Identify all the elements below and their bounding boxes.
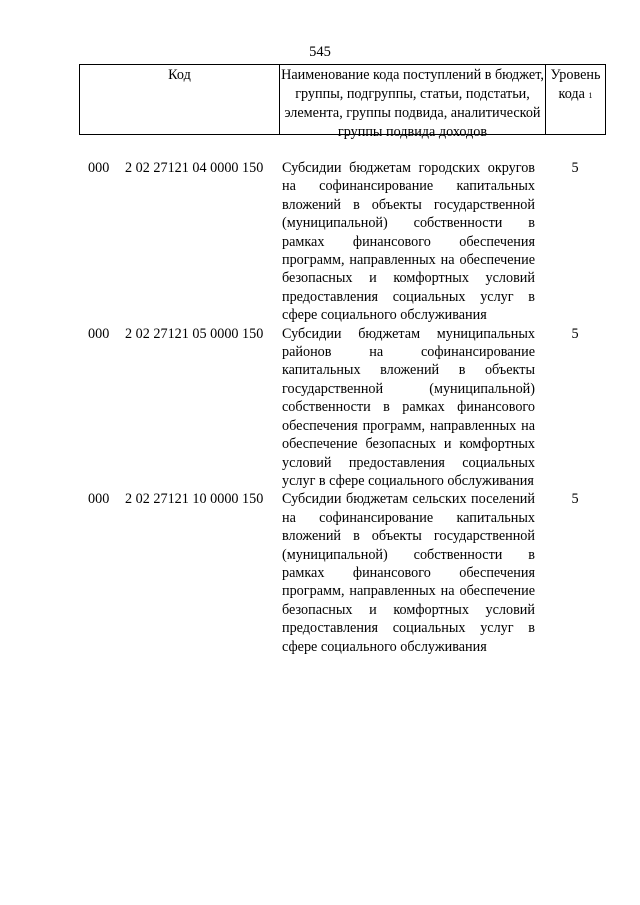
row-name: Субсидии бюджетам городских округов на софинансирование капитальных вложений в объекты государственной (муниципальной) собственности в рамках финансового обеспечения программ, направленных на обеспечение безопасных и комфортных условий предоставления социальных услуг в сфере социального обслуживания	[282, 160, 535, 324]
row-prefix: 000	[88, 160, 110, 176]
row-level: 5	[571, 325, 579, 342]
row-level: 5	[571, 160, 579, 176]
page-number: 545	[309, 44, 331, 60]
header-level	[545, 65, 605, 134]
table-body	[0, 159, 640, 656]
header-level-footnote: 1	[588, 91, 593, 100]
row-prefix: 000	[88, 491, 110, 508]
table-header	[79, 64, 606, 140]
row-prefix: 000	[88, 325, 110, 342]
row-code: 2 02 27121 05 0000 150	[125, 325, 264, 342]
table-row	[0, 490, 640, 656]
table-row	[0, 159, 640, 325]
header-code: Код	[168, 67, 191, 83]
table-row	[0, 325, 640, 491]
row-code: 2 02 27121 10 0000 150	[125, 491, 264, 508]
row-name: Субсидии бюджетам сельских поселений на софинансирование капитальных вложений в объекты государственной (муниципальной) собственности в рамках финансового обеспечения программ, направленных на обеспечение безопасных и комфортных условий предоставления социальных услуг в сфере социального обслуживания	[282, 491, 535, 655]
row-level: 5	[571, 491, 579, 508]
header-name: Наименование кода поступлений в бюджет, группы, подгруппы, статьи, подстатьи, элемента, группы подвида, аналитической группы подвида доходов	[279, 65, 545, 134]
row-name: Субсидии бюджетам муниципальных районов на софинансирование капитальных вложений в объекты государственной (муниципальной) собственности в рамках финансового обеспечения программ, направленных на обеспечение безопасных и комфортных условий предоставления социальных услуг в сфере социального обслуживания	[282, 325, 535, 489]
header-level-label: Уровень кода	[550, 67, 601, 102]
row-code: 2 02 27121 04 0000 150	[125, 160, 264, 176]
